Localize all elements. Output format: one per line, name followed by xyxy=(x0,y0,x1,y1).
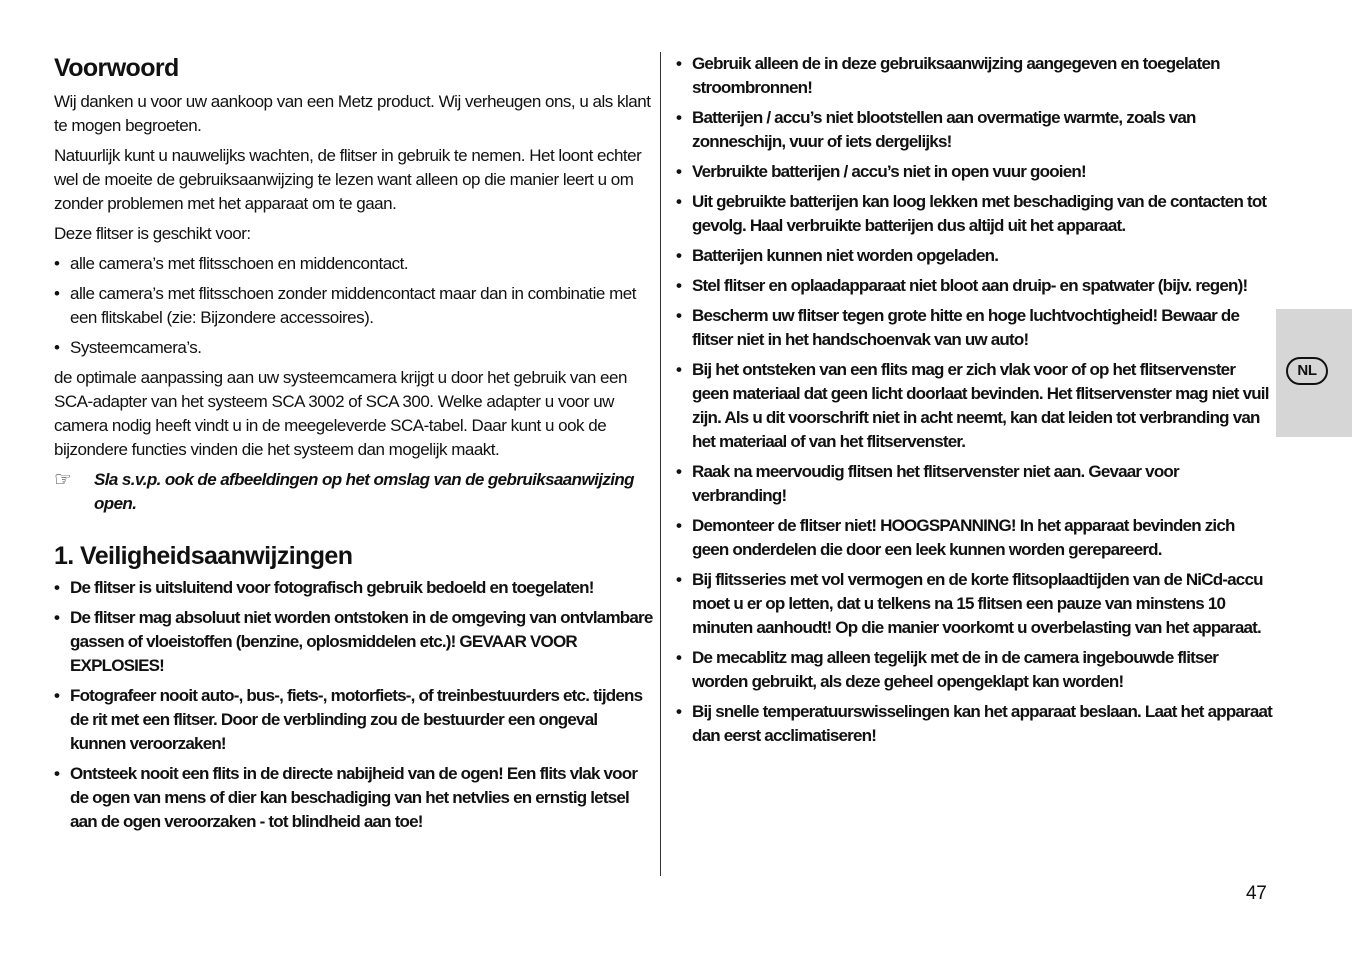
suitable-for-list xyxy=(54,252,654,360)
right-column xyxy=(676,52,1274,754)
note-text: Sla s.v.p. ook de afbeeldingen op het omslag van de gebruiksaanwijzing open. xyxy=(94,470,634,513)
bullet-icon: • xyxy=(676,108,682,127)
bullet-icon: • xyxy=(54,338,60,357)
bullet-icon: • xyxy=(54,284,60,303)
language-tab xyxy=(1276,309,1352,437)
preface-paragraph: Deze flitser is geschikt voor: xyxy=(54,224,251,243)
safety-title: 1. Veiligheidsaanwijzingen xyxy=(54,542,353,570)
list-item xyxy=(676,190,1274,238)
list-item-text: alle camera’s met flitsschoen en middencontact. xyxy=(70,254,409,273)
list-item xyxy=(54,606,654,678)
list-item xyxy=(54,762,654,834)
list-item-text: De mecablitz mag alleen tegelijk met de in de camera ingebouwde flitser worden gebruikt, als deze geheel opengeklapt kan worden! xyxy=(692,648,1219,691)
list-item xyxy=(676,460,1274,508)
preface-closing-paragraph: de optimale aanpassing aan uw systeemcamera krijgt u door het gebruik van een SCA-adapter van het systeem SCA 3002 of SCA 300. Welke adapter u voor uw camera nodig heeft vindt u in de meegeleverde SCA-tabel. Daar kunt u ook de bijzondere functies vinden die het systeem dan mogelijk maakt. xyxy=(54,368,627,459)
bullet-icon: • xyxy=(676,192,682,211)
page-number: 47 xyxy=(1246,883,1267,904)
list-item-text: Bij het ontsteken van een flits mag er zich vlak voor of op het flitservenster geen materiaal dat geen licht doorlaat bevinden. Het flitservenster mag niet vuil zijn. Als u dit voorschrift niet in acht neemt, kan dat leiden tot verbranding van het materiaal of van het flitservenster. xyxy=(692,360,1269,451)
list-item-text: De flitser mag absoluut niet worden ontstoken in de omgeving van ontvlambare gassen of vloeistoffen (benzine, oplosmiddelen etc.)! GEVAAR VOOR EXPLOSIES! xyxy=(70,608,653,675)
bullet-icon: • xyxy=(676,516,682,535)
list-item-text: Batterijen kunnen niet worden opgeladen. xyxy=(692,246,999,265)
list-item-text: Bij snelle temperatuurswisselingen kan het apparaat beslaan. Laat het apparaat dan eerst acclimatiseren! xyxy=(692,702,1273,745)
bullet-icon: • xyxy=(676,360,682,379)
list-item xyxy=(676,358,1274,454)
bullet-icon: • xyxy=(676,462,682,481)
safety-list-left xyxy=(54,576,654,834)
list-item xyxy=(54,282,654,330)
bullet-icon: • xyxy=(676,702,682,721)
list-item-text: Fotografeer nooit auto-, bus-, fiets-, motorfiets-, of treinbestuurders etc. tijdens de rit met een flitser. Door de verblinding zou de bestuurder een ongeval kunnen veroorzaken! xyxy=(70,686,643,753)
list-item-text: alle camera’s met flitsschoen zonder middencontact maar dan in combinatie met een flitskabel (zie: Bijzondere accessoires). xyxy=(70,284,636,327)
bullet-icon: • xyxy=(676,648,682,667)
list-item-text: Ontsteek nooit een flits in de directe nabijheid van de ogen! Een flits vlak voor de ogen van mens of dier kan beschadiging van het netvlies en ernstig letsel aan de ogen veroorzaken - tot blindheid aan toe! xyxy=(70,764,638,831)
list-item-text: Batterijen / accu’s niet blootstellen aan overmatige warmte, zoals van zonneschijn, vuur of iets dergelijks! xyxy=(692,108,1196,151)
bullet-icon: • xyxy=(676,162,682,181)
bullet-icon: • xyxy=(676,570,682,589)
bullet-icon: • xyxy=(54,578,60,597)
list-item xyxy=(676,160,1274,184)
list-item xyxy=(676,514,1274,562)
bullet-icon: • xyxy=(54,764,60,783)
list-item xyxy=(676,700,1274,748)
list-item-text: Verbruikte batterijen / accu’s niet in open vuur gooien! xyxy=(692,162,1086,181)
list-item-text: Stel flitser en oplaadapparaat niet bloot aan druip- en spatwater (bijv. regen)! xyxy=(692,276,1248,295)
note-callout xyxy=(54,468,654,516)
bullet-icon: • xyxy=(54,254,60,273)
left-column xyxy=(54,52,654,840)
bullet-icon: • xyxy=(676,246,682,265)
column-divider xyxy=(660,52,661,876)
list-item-text: Uit gebruikte batterijen kan loog lekken met beschadiging van de contacten tot gevolg. Haal verbruikte batterijen dus altijd uit het apparaat. xyxy=(692,192,1267,235)
list-item xyxy=(54,576,654,600)
bullet-icon: • xyxy=(54,686,60,705)
list-item-text: Bescherm uw flitser tegen grote hitte en hoge luchtvochtigheid! Bewaar de flitser niet in het handschoenvak van uw auto! xyxy=(692,306,1240,349)
preface-paragraph: Natuurlijk kunt u nauwelijks wachten, de flitser in gebruik te nemen. Het loont echter wel de moeite de gebruiksaanwijzing te lezen want alleen op die manier leert u om zonder problemen met het apparaat om te gaan. xyxy=(54,146,642,213)
list-item xyxy=(676,646,1274,694)
list-item xyxy=(676,52,1274,100)
bullet-icon: • xyxy=(54,608,60,627)
list-item-text: De flitser is uitsluitend voor fotografisch gebruik bedoeld en toegelaten! xyxy=(70,578,594,597)
list-item-text: Bij flitsseries met vol vermogen en de korte flitsoplaadtijden van de NiCd-accu moet u er op letten, dat u telkens na 15 flitsen een pauze van minstens 10 minuten aanhoudt! Op die manier voorkomt u overbelasting van het apparaat. xyxy=(692,570,1263,637)
list-item xyxy=(54,684,654,756)
bullet-icon: • xyxy=(676,54,682,73)
list-item xyxy=(54,252,654,276)
list-item xyxy=(676,274,1274,298)
pointing-hand-icon: ☞ xyxy=(54,469,72,491)
list-item-text: Raak na meervoudig flitsen het flitservenster niet aan. Gevaar voor verbranding! xyxy=(692,462,1179,505)
list-item xyxy=(676,304,1274,352)
bullet-icon: • xyxy=(676,276,682,295)
list-item xyxy=(54,336,654,360)
language-badge: NL xyxy=(1286,357,1328,385)
preface-title: Voorwoord xyxy=(54,54,179,82)
bullet-icon: • xyxy=(676,306,682,325)
list-item xyxy=(676,244,1274,268)
list-item-text: Systeemcamera’s. xyxy=(70,338,202,357)
list-item-text: Demonteer de flitser niet! HOOGSPANNING! In het apparaat bevinden zich geen onderdelen die door een leek kunnen worden gerepareerd. xyxy=(692,516,1235,559)
list-item xyxy=(676,568,1274,640)
list-item-text: Gebruik alleen de in deze gebruiksaanwijzing aangegeven en toegelaten stroombronnen! xyxy=(692,54,1220,97)
safety-list-right xyxy=(676,52,1274,748)
preface-paragraph: Wij danken u voor uw aankoop van een Metz product. Wij verheugen ons, u als klant te mogen begroeten. xyxy=(54,92,651,135)
list-item xyxy=(676,106,1274,154)
